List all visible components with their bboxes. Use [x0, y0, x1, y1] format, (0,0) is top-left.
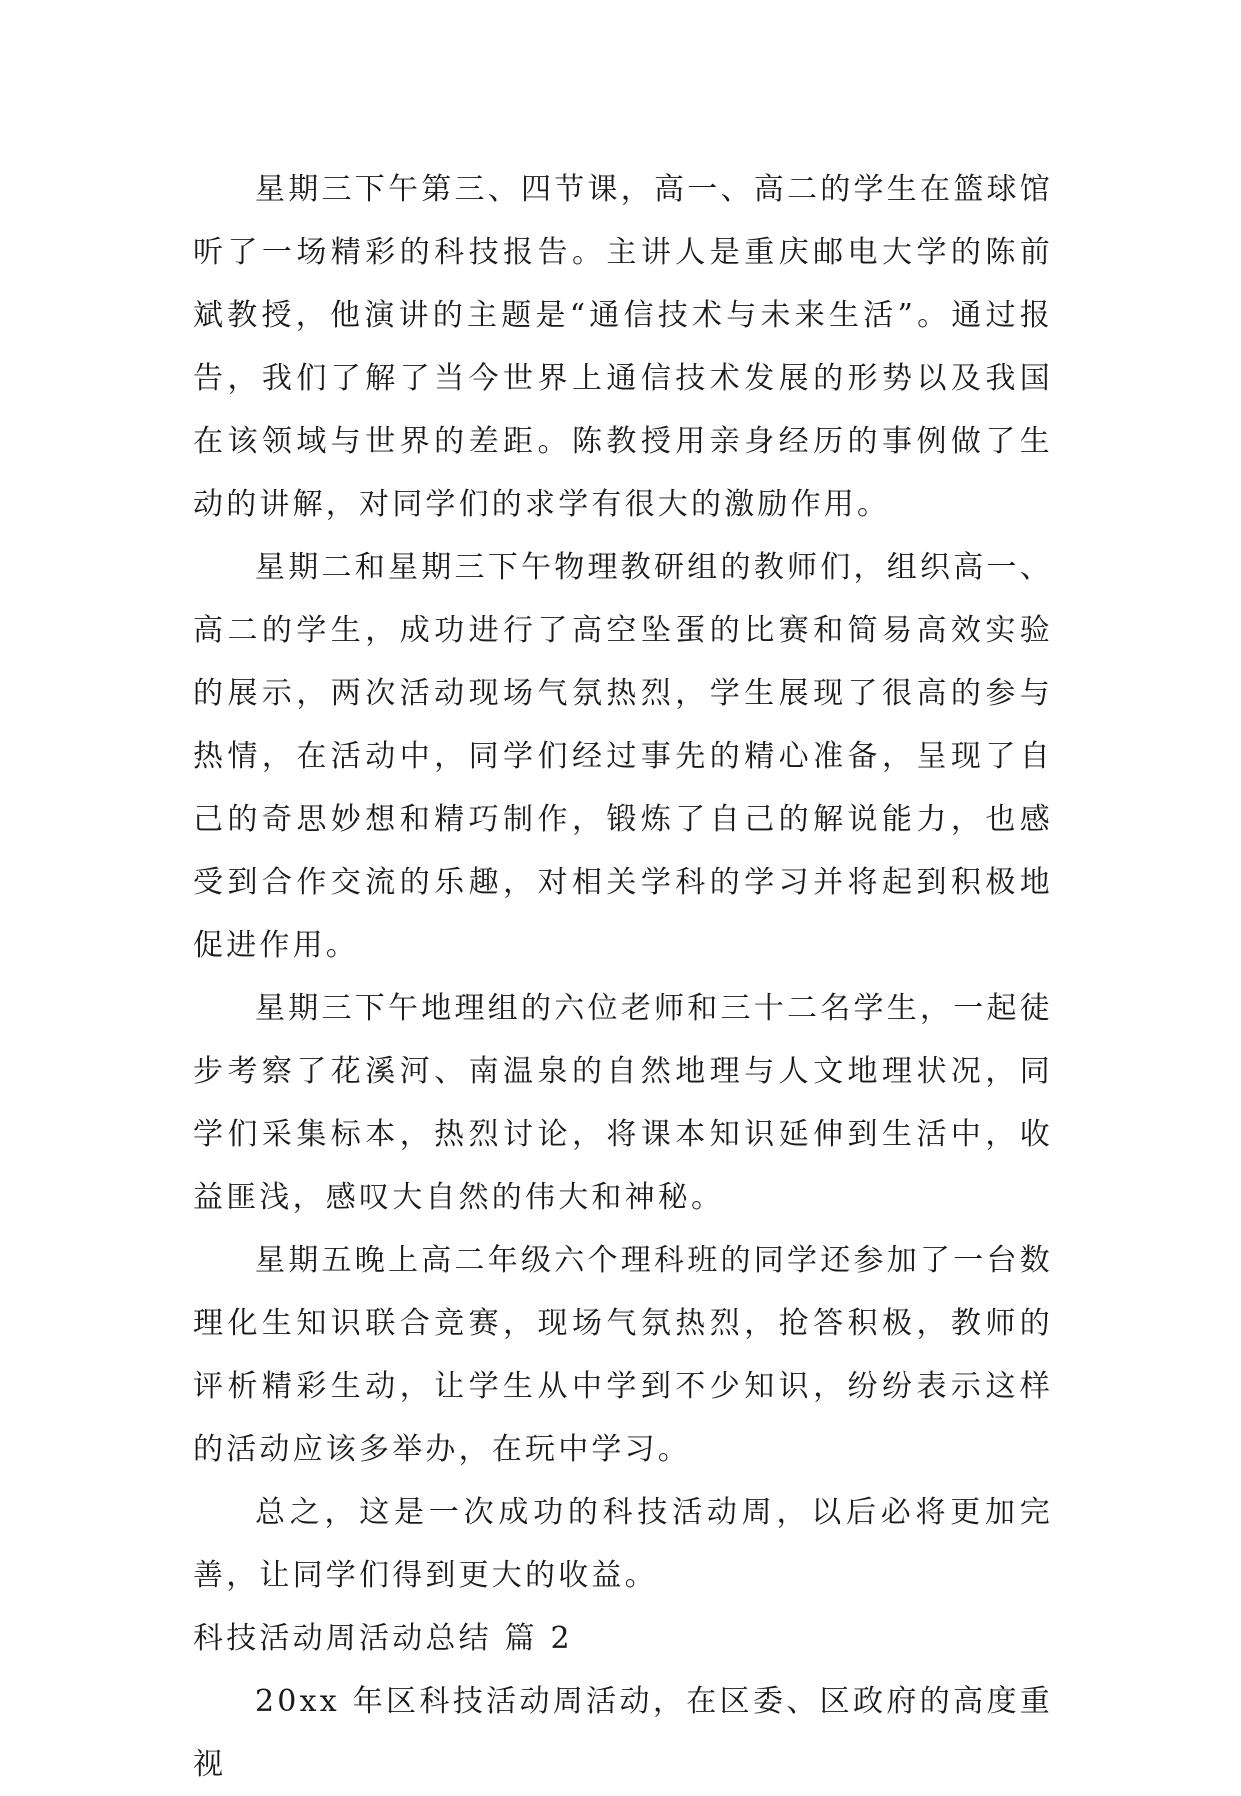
paragraph-conclusion: 总之，这是一次成功的科技活动周，以后必将更加完善，让同学们得到更大的收益。: [193, 1495, 1053, 1593]
paragraph-tech-report: 星期三下午第三、四节课，高一、高二的学生在篮球馆听了一场精彩的科技报告。主讲人是重庆邮电大学的陈前斌教授，他演讲的主题是“通信技术与未来生活”。通过报告，我们了解了当今世界上通信技术发展的形势以及我国在该领域与世界的差距。陈教授用亲身经历的事例做了生动的讲解，对同学们的求学有很大的激励作用。: [193, 172, 1053, 522]
paragraph-knowledge-contest: 星期五晚上高二年级六个理科班的同学还参加了一台数理化生知识联合竞赛，现场气氛热烈，抢答积极，教师的评析精彩生动，让学生从中学到不少知识，纷纷表示这样的活动应该多举办，在玩中学习。: [193, 1243, 1053, 1467]
paragraph-geography-field-trip: 星期三下午地理组的六位老师和三十二名学生，一起徒步考察了花溪河、南温泉的自然地理与人文地理状况，同学们采集标本，热烈讨论，将课本知识延伸到生活中，收益匪浅，感叹大自然的伟大和神秘。: [193, 991, 1053, 1215]
section-heading: 科技活动周活动总结 篇 2: [193, 1621, 573, 1656]
document-body: [193, 158, 1053, 1796]
paragraph-district-activity: 20xx 年区科技活动周活动，在区委、区政府的高度重视: [193, 1684, 1053, 1782]
paragraph-physics-activity: 星期二和星期三下午物理教研组的教师们，组织高一、高二的学生，成功进行了高空坠蛋的比赛和简易高效实验的展示，两次活动现场气氛热烈，学生展现了很高的参与热情，在活动中，同学们经过事先的精心准备，呈现了自己的奇思妙想和精巧制作，锻炼了自己的解说能力，也感受到合作交流的乐趣，对相关学科的学习并将起到积极地促进作用。: [193, 550, 1053, 963]
